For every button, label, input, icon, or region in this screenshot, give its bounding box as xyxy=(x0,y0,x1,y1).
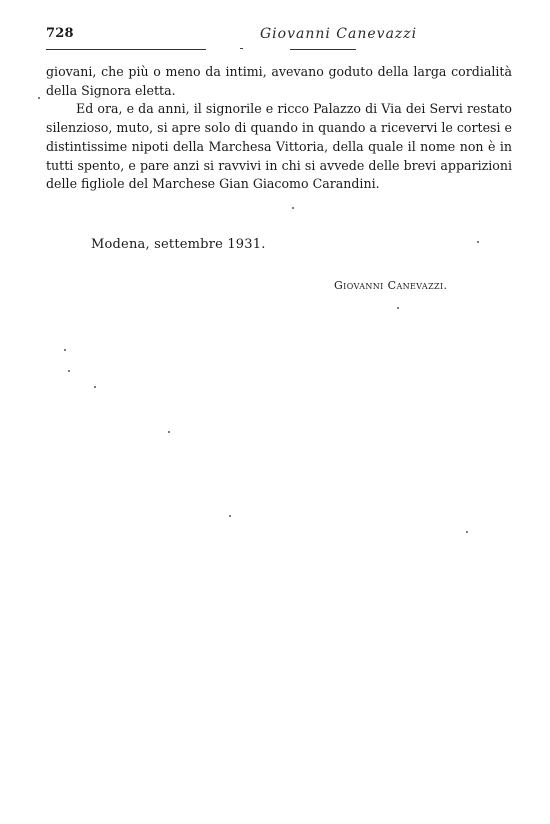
scan-speck xyxy=(68,370,70,372)
author-signature: Giovanni Canevazzi. xyxy=(334,279,448,292)
scan-speck xyxy=(64,349,66,351)
scan-speck xyxy=(229,515,231,517)
header-rule-left xyxy=(46,49,206,50)
running-head: Giovanni Canevazzi xyxy=(260,26,418,42)
scan-speck xyxy=(397,307,399,309)
dateline: Modena, settembre 1931. xyxy=(91,237,266,252)
scan-speck xyxy=(466,531,468,533)
scan-speck xyxy=(292,207,294,209)
page-header xyxy=(46,26,504,48)
scan-speck xyxy=(94,386,96,388)
paragraph-main: Ed ora, e da anni, il signorile e ricco Palazzo di Via dei Servi restato silenzioso, muto, si apre solo di quando in quando a ricevervi le cortesi e distintissime nipoti della Marchesa Vittoria, della quale il nome non è in tutti spento, e pare anzi si ravvivi in chi si avvede delle brevi apparizioni delle figliole del Marchese Gian Giacomo Carandini. xyxy=(46,101,512,192)
page-number: 728 xyxy=(46,26,74,41)
header-rule-dot xyxy=(240,48,243,49)
paragraph-continuation: giovani, che più o meno da intimi, avevano goduto della larga cordialità della Signora eletta. xyxy=(46,64,512,98)
scan-speck xyxy=(168,431,170,433)
scan-speck xyxy=(38,97,40,99)
body-text xyxy=(46,63,512,194)
header-rule-right xyxy=(290,49,356,50)
scan-speck xyxy=(477,241,479,243)
